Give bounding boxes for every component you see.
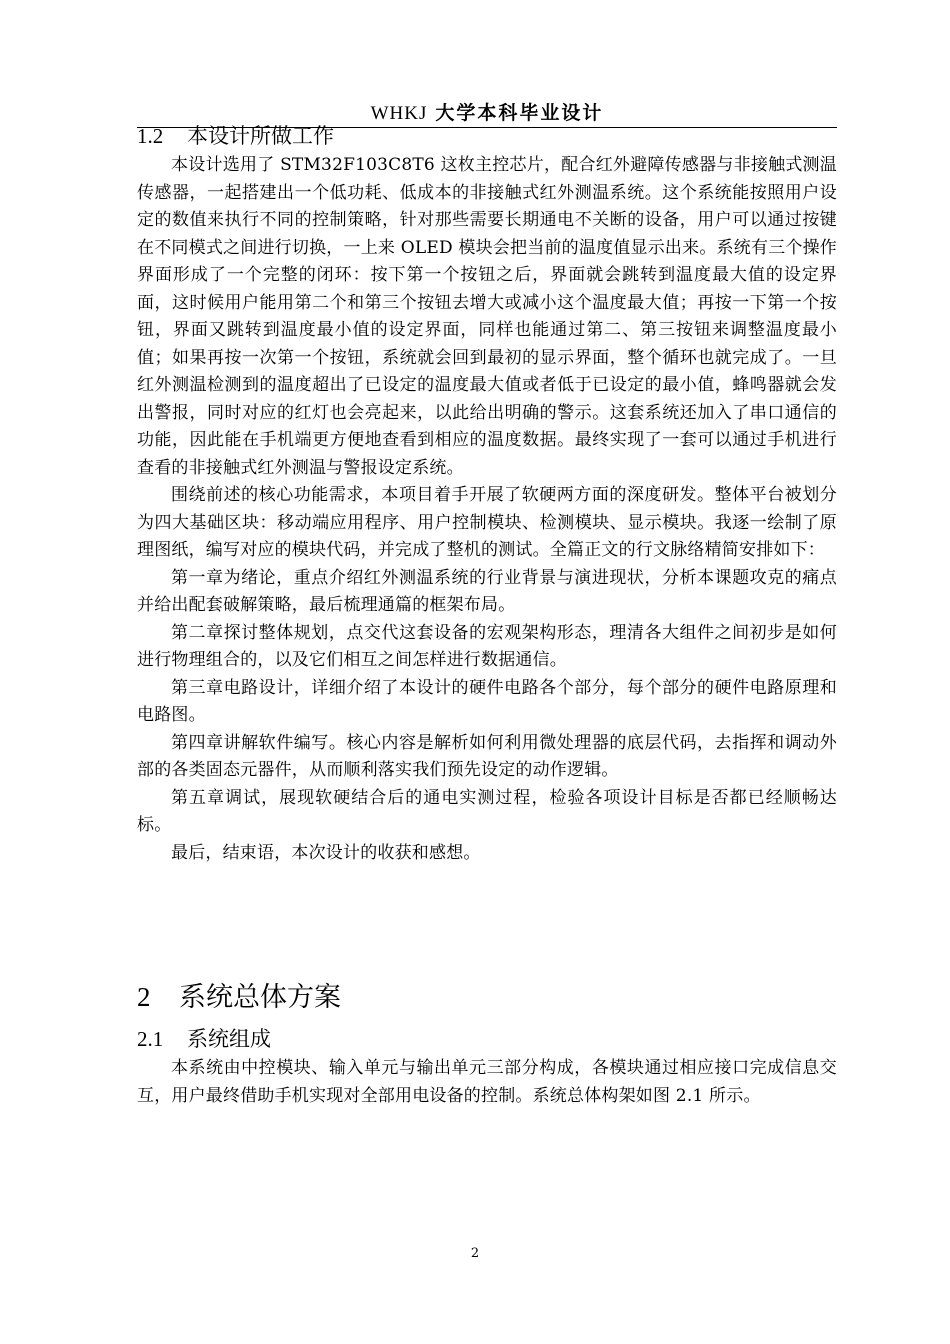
section-heading-1-2 (137, 120, 837, 152)
chapter-title: 系统总体方案 (179, 982, 341, 1013)
header-title: 大学本科毕业设计 (435, 102, 604, 124)
page-content (137, 120, 837, 1110)
paragraph: 第二章探讨整体规划，点交代这套设备的宏观架构形态，理清各大组件之间初步是如何进行物理组合的，以及它们相互之间怎样进行数据通信。 (137, 622, 837, 670)
section-heading-2-1 (137, 1023, 837, 1055)
paragraph: 第三章电路设计，详细介绍了本设计的硬件电路各个部分，每个部分的硬件电路原理和电路图。 (137, 677, 837, 725)
page-number: 2 (470, 1246, 480, 1261)
paragraph: 第四章讲解软件编写。核心内容是解析如何利用微处理器的底层代码，去指挥和调动外部的各类固态元器件，从而顺利落实我们预先设定的动作逻辑。 (137, 732, 837, 780)
section-number: 1.2 (137, 124, 164, 148)
paragraph: 本系统由中控模块、输入单元与输出单元三部分构成，各模块通过相应接口完成信息交互，用户最终借助手机实现对全部用电设备的控制。系统总体构架如图 2.1 所示。 (137, 1058, 837, 1106)
paragraph: 围绕前述的核心功能需求，本项目着手开展了软硬两方面的深度研发。整体平台被划分为四大基础区块：移动端应用程序、用户控制模块、检测模块、显示模块。我逐一绘制了原理图纸，编写对应的模块代码，并完成了整机的测试。全篇正文的行文脉络精简安排如下： (137, 485, 837, 560)
paragraph: 最后，结束语，本次设计的收获和感想。 (171, 842, 481, 863)
section-number: 2.1 (137, 1027, 164, 1051)
paragraph: 第一章为绪论，重点介绍红外测温系统的行业背景与演进现状，分析本课题攻克的痛点并给出配套破解策略，最后梳理通篇的框架布局。 (137, 567, 837, 615)
chapter-number: 2 (137, 982, 151, 1012)
section-title: 本设计所做工作 (187, 124, 334, 148)
paragraph: 第五章调试，展现软硬结合后的通电实测过程，检验各项设计目标是否都已经顺畅达标。 (137, 787, 837, 835)
header-latin: WHKJ (370, 103, 428, 124)
chapter-heading-2 (137, 975, 837, 1019)
paragraph: 本设计选用了 STM32F103C8T6 这枚主控芯片，配合红外避障传感器与非接触式测温传感器，一起搭建出一个低功耗、低成本的非接触式红外测温系统。这个系统能按照用户设定的数值来执行不同的控制策略，针对那些需要长期通电不关断的设备，用户可以通过按键在不同模式之间进行切换，一上来 OLED 模块会把当前的温度值显示出来。系统有三个操作界面形成了一个完整的闭环：按下第一个按钮之后，界面就会跳转到温度最大值的设定界面，这时候用户能用第二个和第三个按钮去增大或减小这个温度最大值；再按一下第一个按钮，界面又跳转到温度最小值的设定界面，同样也能通过第二、第三按钮来调整温度最小值；如果再按一次第一个按钮，系统就会回到最初的显示界面，整个循环也就完成了。一旦红外测温检测到的温度超出了已设定的温度最大值或者低于已设定的最小值，蜂鸣器就会发出警报，同时对应的红灯也会亮起来，以此给出明确的警示。这套系统还加入了串口通信的功能，因此能在手机端更方便地查看到相应的温度数据。最终实现了一套可以通过手机进行查看的非接触式红外测温与警报设定系统。 (137, 155, 837, 478)
vertical-spacer (137, 867, 837, 975)
section-title: 系统组成 (187, 1027, 271, 1051)
